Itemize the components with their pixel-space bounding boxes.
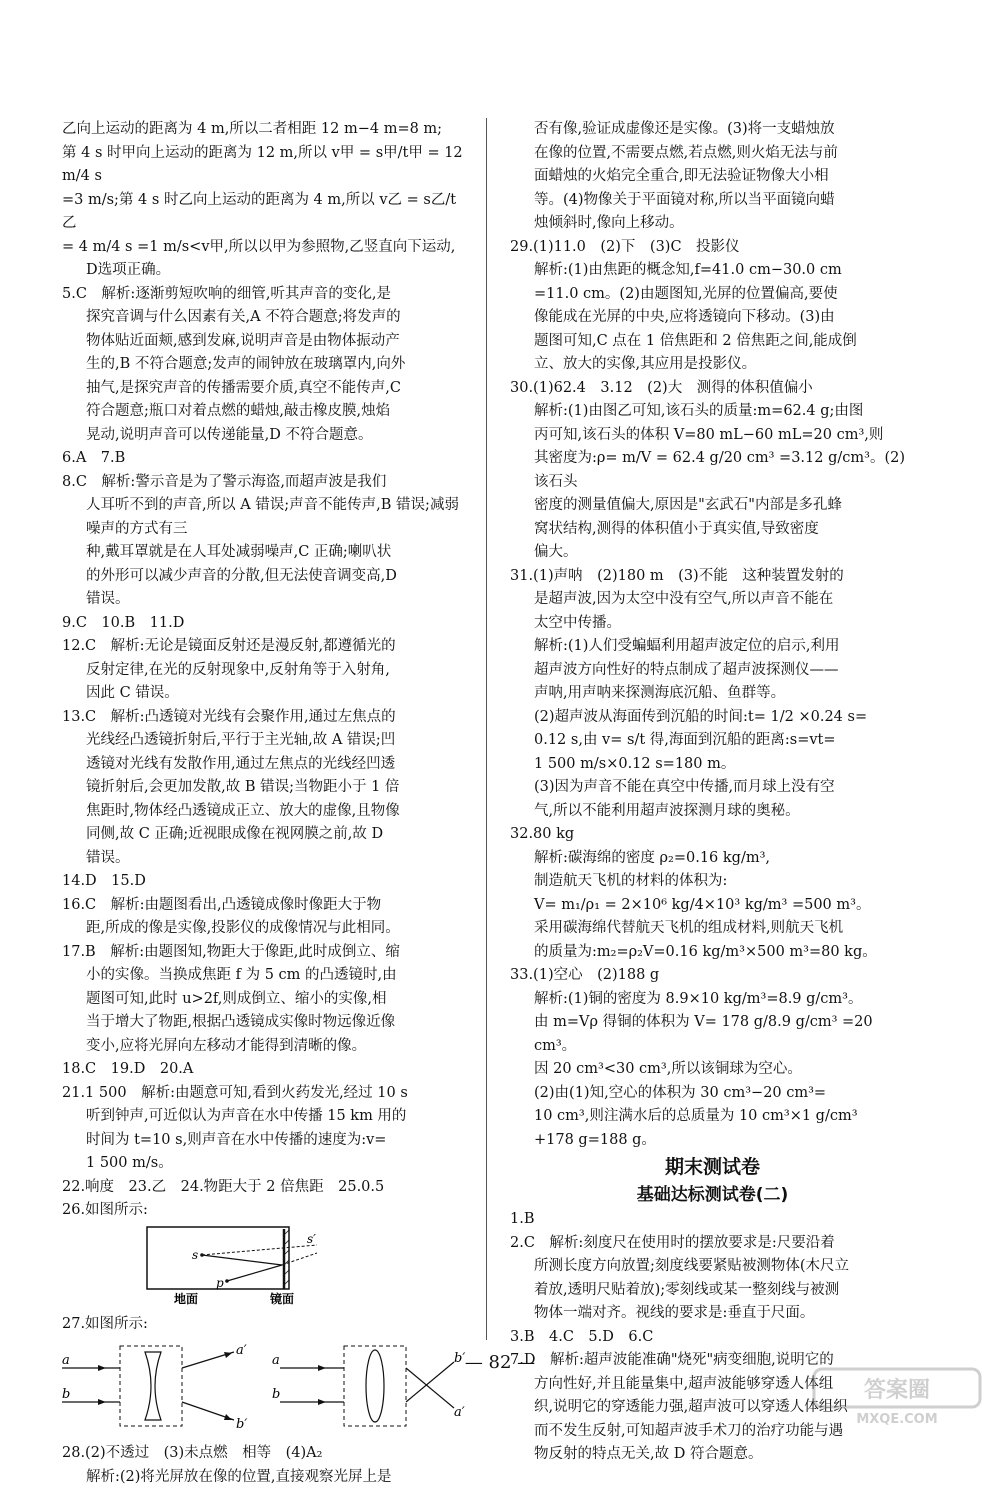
text-line: 因此 C 错误。 (62, 682, 467, 706)
text-line: 小的实像。当换成焦距 f 为 5 cm 的凸透镜时,由 (62, 964, 467, 988)
label-b-prime-2: b′ (454, 1351, 465, 1366)
text-line: 烛倾斜时,像向上移动。 (510, 212, 915, 236)
answer-8: 8.C 解析:警示音是为了警示海盗,而超声波是我们 (62, 471, 467, 495)
watermark-logo (812, 1367, 982, 1427)
label-s: s (192, 1248, 198, 1262)
text-line: 像能成在光屏的中央,应将透镜向下移动。(3)由 (510, 306, 915, 330)
answer-5: 5.C 解析:逐渐剪短吹响的细管,听其声音的变化,是 (62, 283, 467, 307)
answer-29: 29.(1)11.0 (2)下 (3)C 投影仪 (510, 236, 915, 260)
label-b-2: b (272, 1387, 280, 1402)
text-line: +178 g=188 g。 (510, 1129, 915, 1153)
text-line: 1 500 m/s×0.12 s=180 m。 (510, 753, 915, 777)
text-line: 镜折射后,会更加发散,故 B 错误;当物距小于 1 倍 (62, 776, 467, 800)
text-line: V= m₁/ρ₁ = 2×10⁶ kg/4×10³ kg/m³ =500 m³。 (510, 894, 915, 918)
answer-30: 30.(1)62.4 3.12 (2)大 测得的体积值偏小 (510, 377, 915, 401)
answer-22-25: 22.响度 23.乙 24.物距大于 2 倍焦距 25.0.5 (62, 1176, 467, 1200)
text-line: 解析:(1)铜的密度为 8.9×10 kg/m³=8.9 g/cm³。 (510, 988, 915, 1012)
label-s-prime: s′ (307, 1232, 316, 1246)
text-line: 0.12 s,由 v= s/t 得,海面到沉船的距离:s=vt= (510, 729, 915, 753)
answer-12: 12.C 解析:无论是镜面反射还是漫反射,都遵循光的 (62, 635, 467, 659)
answer-31: 31.(1)声呐 (2)180 m (3)不能 这种装置发射的 (510, 565, 915, 589)
text-line: = 4 m/4 s =1 m/s<v甲,所以以甲为参照物,乙竖直向下运动, (62, 236, 467, 260)
text-line: 听到钟声,可近似认为声音在水中传播 15 km 用的 (62, 1105, 467, 1129)
text-line: 而不发生反射,可知超声波手术刀的治疗功能与遇 (510, 1420, 915, 1444)
text-line: 时间为 t=10 s,则声音在水中传播的速度为:v= (62, 1129, 467, 1153)
text-line: 距,所成的像是实像,投影仪的成像情况与此相同。 (62, 917, 467, 941)
text-line: 所测长度方向放置;刻度线要紧贴被测物体(木尺立 (510, 1255, 915, 1279)
answer-2: 2.C 解析:刻度尺在使用时的摆放要求是:尺要沿着 (510, 1232, 915, 1256)
answer-27: 27.如图所示: (62, 1313, 467, 1337)
label-b-prime: b′ (236, 1417, 247, 1432)
text-line: 制造航天飞机的材料的体积为: (510, 870, 915, 894)
text-line: 太空中传播。 (510, 612, 915, 636)
text-line: 织,说明它的穿透能力强,超声波可以穿透人体组织 (510, 1396, 915, 1420)
left-column (62, 118, 467, 1489)
text-line: 当于增大了物距,根据凸透镜成实像时物远像近像 (62, 1011, 467, 1035)
text-line: 符合题意;瓶口对着点燃的蜡烛,敲击橡皮膜,烛焰 (62, 400, 467, 424)
answer-26: 26.如图所示: (62, 1199, 467, 1223)
text-line: 解析:(1)人们受蝙蝠利用超声波定位的启示,利用 (510, 635, 915, 659)
answer-3-6: 3.B 4.C 5.D 6.C (510, 1326, 915, 1350)
text-line: 题图可知,此时 u>2f,则成倒立、缩小的实像,相 (62, 988, 467, 1012)
text-line: (2)由(1)知,空心的体积为 30 cm³−20 cm³= (510, 1082, 915, 1106)
text-line: 解析:(2)将光屏放在像的位置,直接观察光屏上是 (62, 1466, 467, 1489)
text-line: 着放,透明尺贴着放);零刻线或某一整刻线与被测 (510, 1279, 915, 1303)
text-line: =3 m/s;第 4 s 时乙向上运动的距离为 4 m,所以 v乙 = s乙/t乙 (62, 189, 467, 236)
section-title: 期末测试卷 (510, 1152, 915, 1182)
text-line: 物体一端对齐。视线的要求是:垂直于尺面。 (510, 1302, 915, 1326)
text-line: 面蜡烛的火焰完全重合,即无法验证物像大小相 (510, 165, 915, 189)
text-line: 的外形可以减少声音的分散,但无法使音调变高,D (62, 565, 467, 589)
column-divider (486, 118, 487, 1340)
text-line: 因 20 cm³<30 cm³,所以该铜球为空心。 (510, 1058, 915, 1082)
answer-13: 13.C 解析:凸透镜对光线有会聚作用,通过左焦点的 (62, 706, 467, 730)
text-line: 错误。 (62, 847, 467, 871)
answer-18-20: 18.C 19.D 20.A (62, 1058, 467, 1082)
mirror-diagram (62, 1225, 322, 1305)
text-line: 物反射的特点无关,故 D 符合题意。 (510, 1443, 915, 1467)
text-line: 窝状结构,测得的体积值小于真实值,导致密度 (510, 518, 915, 542)
answer-16: 16.C 解析:由题图看出,凸透镜成像时像距大于物 (62, 894, 467, 918)
reflected-ray (227, 1265, 282, 1281)
answer-28: 28.(2)不透过 (3)未点燃 相等 (4)A₂ (62, 1442, 467, 1466)
text-line: 变小,应将光屏向左移动才能得到清晰的像。 (62, 1035, 467, 1059)
text-line: 1 500 m/s。 (62, 1152, 467, 1176)
text-line: 的质量为:m₂=ρ₂V=0.16 kg/m³×500 m³=80 kg。 (510, 941, 915, 965)
label-ground: 地面 (174, 1291, 198, 1305)
text-line: 解析:(1)由图乙可知,该石头的质量:m=62.4 g;由图 (510, 400, 915, 424)
text-line: 生的,B 不符合题意;发声的闹钟放在玻璃罩内,向外 (62, 353, 467, 377)
text-line: 由 m=Vρ 得铜的体积为 V= 178 g/8.9 g/cm³ =20 cm³。 (510, 1011, 915, 1058)
answer-1: 1.B (510, 1208, 915, 1232)
text-line: 方向性好,并且能量集中,超声波能够穿透人体组 (510, 1373, 915, 1397)
text-line: 物体贴近面颊,感到发麻,说明声音是由物体振动产 (62, 330, 467, 354)
virtual-ray (282, 1253, 317, 1265)
text-line: 解析:(1)由焦距的概念知,f=41.0 cm−30.0 cm (510, 259, 915, 283)
text-line: 乙向上运动的距离为 4 m,所以二者相距 12 m−4 m=8 m; (62, 118, 467, 142)
text-line: 声呐,用声呐来探测海底沉船、鱼群等。 (510, 682, 915, 706)
text-line: 密度的测量值偏大,原因是"玄武石"内部是多孔蜂 (510, 494, 915, 518)
text-line: 晃动,说明声音可以传递能量,D 不符合题意。 (62, 424, 467, 448)
section-subtitle: 基础达标测试卷(二) (510, 1182, 915, 1208)
text-line: (2)超声波从海面传到沉船的时间:t= 1/2 ×0.24 s= (510, 706, 915, 730)
label-p: p (216, 1276, 224, 1290)
answer-17: 17.B 解析:由题图知,物距大于像距,此时成倒立、缩 (62, 941, 467, 965)
answer-21: 21.1 500 解析:由题意可知,看到火药发光,经过 10 s (62, 1082, 467, 1106)
text-line: 人耳听不到的声音,所以 A 错误;声音不能传声,B 错误;减弱噪声的方式有三 (62, 494, 467, 541)
text-line: 解析:碳海绵的密度 ρ₂=0.16 kg/m³, (510, 847, 915, 871)
text-line: 其密度为:ρ= m/V = 62.4 g/20 cm³ =3.12 g/cm³。(2)该石头 (510, 447, 915, 494)
text-line: 10 cm³,则注满水后的总质量为 10 cm³×1 g/cm³ (510, 1105, 915, 1129)
ray-a-out-2 (406, 1368, 454, 1408)
right-column (510, 118, 915, 1467)
text-line: 同侧,故 C 正确;近视眼成像在视网膜之前,故 D (62, 823, 467, 847)
figure-26-mirror-diagram (62, 1225, 467, 1309)
text-line: 透镜对光线有发散作用,通过左焦点的光线经凹透 (62, 753, 467, 777)
label-a: a (62, 1353, 70, 1368)
svg-text:MXQE.COM: MXQE.COM (856, 1412, 937, 1427)
label-b: b (62, 1387, 70, 1402)
point-s (200, 1253, 204, 1257)
text-line: 丙可知,该石头的体积 V=80 mL−60 mL=20 cm³,则 (510, 424, 915, 448)
text-line: =11.0 cm。(2)由题图知,光屏的位置偏高,要使 (510, 283, 915, 307)
label-mirror: 镜面 (270, 1291, 294, 1305)
text-line: 偏大。 (510, 541, 915, 565)
text-line: 种,戴耳罩就是在人耳处减弱噪声,C 正确;喇叭状 (62, 541, 467, 565)
answer-7: 7.D 解析:超声波能准确"烧死"病变细胞,说明它的 (510, 1349, 915, 1373)
text-line: D选项正确。 (62, 259, 467, 283)
answer-9-11: 9.C 10.B 11.D (62, 612, 467, 636)
text-line: 反射定律,在光的反射现象中,反射角等于入射角, (62, 659, 467, 683)
point-p (225, 1279, 229, 1283)
text-line: 在像的位置,不需要点燃,若点燃,则火焰无法与前 (510, 142, 915, 166)
text-line: 气,所以不能利用超声波探测月球的奥秘。 (510, 800, 915, 824)
text-line: 光线经凸透镜折射后,平行于主光轴,故 A 错误;凹 (62, 729, 467, 753)
text-line: 抽气,是探究声音的传播需要介质,真空不能传声,C (62, 377, 467, 401)
answer-14-15: 14.D 15.D (62, 870, 467, 894)
answer-6-7: 6.A 7.B (62, 447, 467, 471)
label-a-2: a (272, 1353, 280, 1368)
answer-32: 32.80 kg (510, 823, 915, 847)
text-line: 错误。 (62, 588, 467, 612)
text-line: 超声波方向性好的特点制成了超声波探测仪—— (510, 659, 915, 683)
incident-ray (202, 1255, 282, 1265)
text-line: 焦距时,物体经凸透镜成正立、放大的虚像,且物像 (62, 800, 467, 824)
page-number: — 82 — (0, 1352, 1000, 1373)
text-line: 题图可知,C 点在 1 倍焦距和 2 倍焦距之间,能成倒 (510, 330, 915, 354)
svg-text:答案圈: 答案圈 (864, 1377, 930, 1403)
label-a-prime-2: a′ (454, 1405, 465, 1420)
text-line: 是超声波,因为太空中没有空气,所以声音不能在 (510, 588, 915, 612)
label-a-prime: a′ (236, 1343, 247, 1358)
text-line: 立、放大的实像,其应用是投影仪。 (510, 353, 915, 377)
text-line: 第 4 s 时甲向上运动的距离为 12 m,所以 v甲 = s甲/t甲 = 12 m/4 s (62, 142, 467, 189)
image-line (202, 1245, 317, 1255)
text-line: 否有像,验证成虚像还是实像。(3)将一支蜡烛放 (510, 118, 915, 142)
text-line: 探究音调与什么因素有关,A 不符合题意;将发声的 (62, 306, 467, 330)
text-line: 等。(4)物像关于平面镜对称,所以当平面镜向蜡 (510, 189, 915, 213)
answer-33: 33.(1)空心 (2)188 g (510, 964, 915, 988)
text-line: 采用碳海绵代替航天飞机的组成材料,则航天飞机 (510, 917, 915, 941)
text-line: (3)因为声音不能在真空中传播,而月球上没有空 (510, 776, 915, 800)
